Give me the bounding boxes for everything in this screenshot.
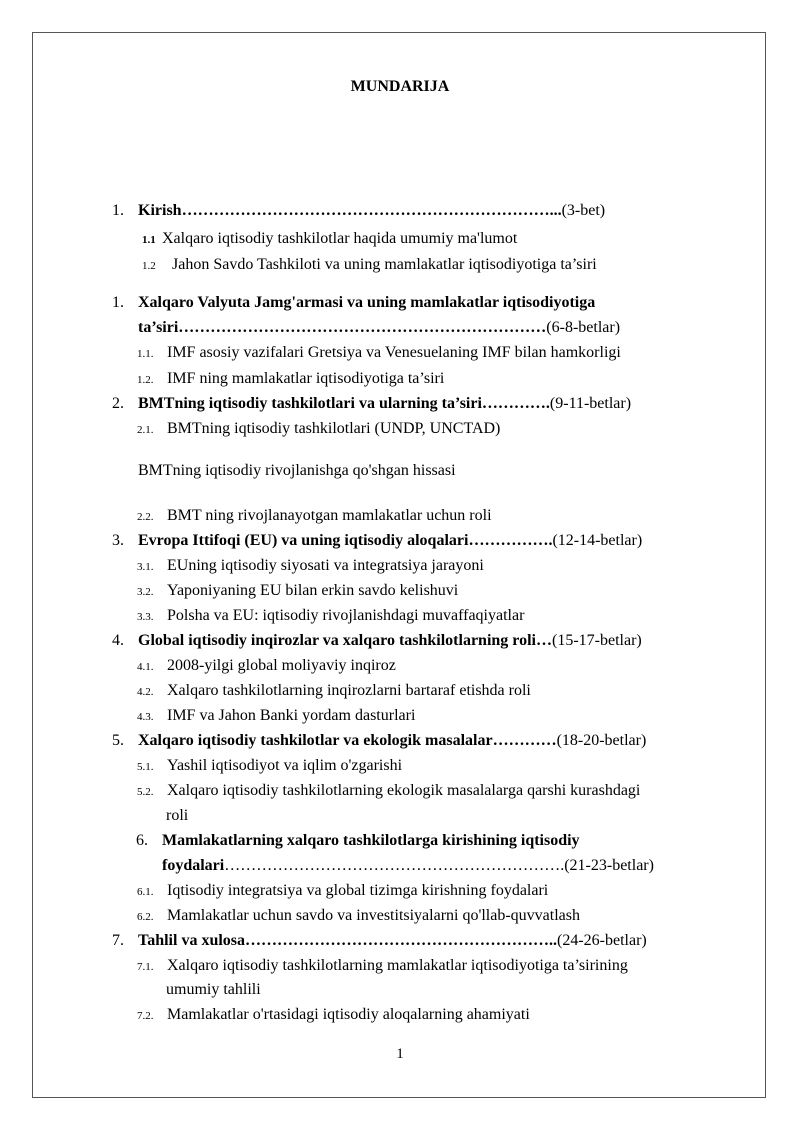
toc-line: [142, 229, 517, 250]
toc-line-text: ta’siri: [138, 319, 179, 336]
toc-line-number: 1.1.: [137, 348, 154, 360]
toc-line-text: BMTning iqtisodiy tashkilotlari va ularning ta’siri: [138, 395, 482, 412]
toc-line-number: 5.2.: [137, 786, 154, 798]
toc-line-text: BMTning iqtisodiy tashkilotlari (UNDP, UNCTAD): [167, 420, 501, 437]
toc-line-page: (15-17-betlar): [552, 632, 642, 649]
toc-line-dots: …………………………………………………..: [245, 932, 558, 949]
toc-line-dots: …: [536, 632, 552, 649]
toc-line: [142, 255, 597, 276]
toc-line-text: Xalqaro iqtisodiy tashkilotlar haqida umumiy ma'lumot: [162, 230, 518, 247]
toc-line-text: BMTning iqtisodiy rivojlanishga qo'shgan hissasi: [138, 462, 456, 479]
toc-line-text: Evropa Ittifoqi (EU) va uning iqtisodiy aloqalari: [138, 532, 469, 549]
toc-line-number: 3.1.: [137, 561, 154, 573]
toc-line-page: (3-bet): [561, 202, 606, 219]
toc-line-text: Xalqaro iqtisodiy tashkilotlar va ekologik masalalar: [138, 732, 493, 749]
toc-line: [137, 419, 500, 440]
toc-line-number: 6.2.: [137, 911, 154, 923]
toc-line: [137, 681, 531, 702]
toc-line-number: 7.1.: [137, 961, 154, 973]
toc-line: [112, 731, 646, 751]
toc-line: [137, 781, 640, 802]
toc-line: [137, 906, 580, 927]
toc-line-page: (18-20-betlar): [556, 732, 647, 749]
toc-line-number: 7.: [112, 932, 124, 949]
toc-line-text: Kirish: [138, 202, 182, 219]
toc-line-text: roli: [166, 807, 189, 824]
toc-line: [137, 956, 628, 977]
toc-line-number: 1.1: [142, 234, 156, 246]
toc-line: [137, 506, 492, 527]
toc-line-number: 1.2: [142, 260, 156, 272]
toc-line-page: (6-8-betlar): [546, 319, 621, 336]
toc-line-number: 1.2.: [137, 374, 154, 386]
toc-line-text: IMF va Jahon Banki yordam dasturlari: [167, 707, 416, 724]
toc-line-text: Global iqtisodiy inqirozlar va xalqaro tashkilotlarning roli: [138, 632, 536, 649]
toc-line-text: Yaponiyaning EU bilan erkin savdo kelishuvi: [167, 582, 459, 599]
toc-line-text: Xalqaro iqtisodiy tashkilotlarning ekologik masalalarga qarshi kurashdagi: [167, 782, 641, 799]
toc-line-number: 6.: [136, 832, 148, 849]
toc-line-number: 2.1.: [137, 424, 154, 436]
toc-line: [137, 343, 621, 364]
toc-line: [112, 631, 642, 651]
toc-line-page: (12-14-betlar): [552, 532, 643, 549]
toc-line-text: IMF asosiy vazifalari Gretsiya va Venesuelaning IMF bilan hamkorligi: [167, 344, 621, 361]
page-number: 1: [396, 1046, 404, 1062]
toc-line-number: 6.1.: [137, 886, 154, 898]
toc-line: [138, 461, 456, 481]
toc-line-dots: …………: [492, 732, 557, 749]
toc-line: [136, 831, 580, 851]
toc-line-page: (24-26-betlar): [557, 932, 647, 949]
toc-line: [162, 856, 654, 876]
toc-line: [112, 201, 605, 221]
toc-line-text: Xalqaro iqtisodiy tashkilotlarning mamlakatlar iqtisodiyotiga ta’sirining: [167, 957, 628, 974]
toc-line-text: umumiy tahlili: [166, 981, 261, 998]
toc-line-text: BMT ning rivojlanayotgan mamlakatlar uchun roli: [167, 507, 492, 524]
toc-line-text: Yashil iqtisodiyot va iqlim o'zgarishi: [167, 757, 403, 774]
toc-line-page: (9-11-betlar): [549, 395, 632, 412]
toc-line-number: 7.2.: [137, 1010, 154, 1022]
toc-line: [137, 706, 415, 727]
page-title: MUNDARIJA: [350, 78, 450, 95]
toc-line-number: 1.: [112, 294, 124, 311]
toc-line: [112, 531, 642, 551]
toc-line: [137, 1005, 530, 1026]
toc-line-text: Mamlakatlar o'rtasidagi iqtisodiy aloqalarning ahamiyati: [167, 1006, 530, 1023]
toc-line: [138, 318, 620, 338]
toc-line-text: IMF ning mamlakatlar iqtisodiyotiga ta’siri: [167, 370, 445, 387]
toc-line-number: 5.: [112, 732, 124, 749]
toc-line-text: Mamlakatlar uchun savdo va investitsiyalarni qo'llab-quvvatlash: [167, 907, 580, 924]
toc-line-dots: ……………………………………………………………: [178, 319, 547, 336]
toc-line-number: 3.2.: [137, 586, 154, 598]
toc-line: [137, 556, 484, 577]
toc-line-number: 1.: [112, 202, 124, 219]
toc-line: [137, 581, 458, 602]
toc-line: [137, 656, 396, 677]
toc-line-text: Jahon Savdo Tashkiloti va uning mamlakatlar iqtisodiyotiga ta’siri: [172, 256, 597, 273]
toc-line-text: 2008-yilgi global moliyaviy inqiroz: [167, 657, 396, 674]
toc-line-number: 3.3.: [137, 611, 154, 623]
toc-line: [112, 293, 595, 313]
toc-line-number: 2.2.: [137, 511, 154, 523]
toc-line-text: EUning iqtisodiy siyosati va integratsiya jarayoni: [167, 557, 484, 574]
toc-line: [112, 931, 647, 951]
toc-line: [166, 806, 188, 826]
toc-line-text: Iqtisodiy integratsiya va global tizimga kirishning foydalari: [167, 882, 549, 899]
toc-line-text: Tahlil va xulosa: [138, 932, 246, 949]
toc-line-number: 2.: [112, 395, 124, 412]
toc-line-dots: …………….: [468, 532, 553, 549]
toc-line-number: 3.: [112, 532, 124, 549]
toc-line: [137, 606, 524, 627]
toc-line-text: Xalqaro tashkilotlarning inqirozlarni bartaraf etishda roli: [167, 682, 531, 699]
toc-line: [137, 756, 402, 777]
toc-line-number: 4.2.: [137, 686, 154, 698]
toc-line-number: 4.1.: [137, 661, 154, 673]
toc-line-number: 4.3.: [137, 711, 154, 723]
toc-line: [137, 881, 548, 902]
toc-line: [112, 394, 631, 414]
toc-line-dots: ……………………………………………………………...: [181, 202, 562, 219]
toc-line: [137, 369, 444, 390]
toc-line: [166, 980, 261, 1000]
toc-line-dots: ………….: [481, 395, 550, 412]
toc-line-page: (21-23-betlar): [564, 857, 654, 874]
toc-line-text: Polsha va EU: iqtisodiy rivojlanishdagi muvaffaqiyatlar: [167, 607, 525, 624]
toc-line-text: Xalqaro Valyuta Jamg'armasi va uning mamlakatlar iqtisodiyotiga: [138, 294, 596, 311]
toc-line-text: Mamlakatlarning xalqaro tashkilotlarga kirishining iqtisodiy: [162, 832, 580, 849]
toc-line-number: 4.: [112, 632, 124, 649]
toc-line-number: 5.1.: [137, 761, 154, 773]
toc-line-dots: ……………………………………………………….: [224, 857, 565, 874]
toc-line-text: foydalari: [162, 857, 225, 874]
